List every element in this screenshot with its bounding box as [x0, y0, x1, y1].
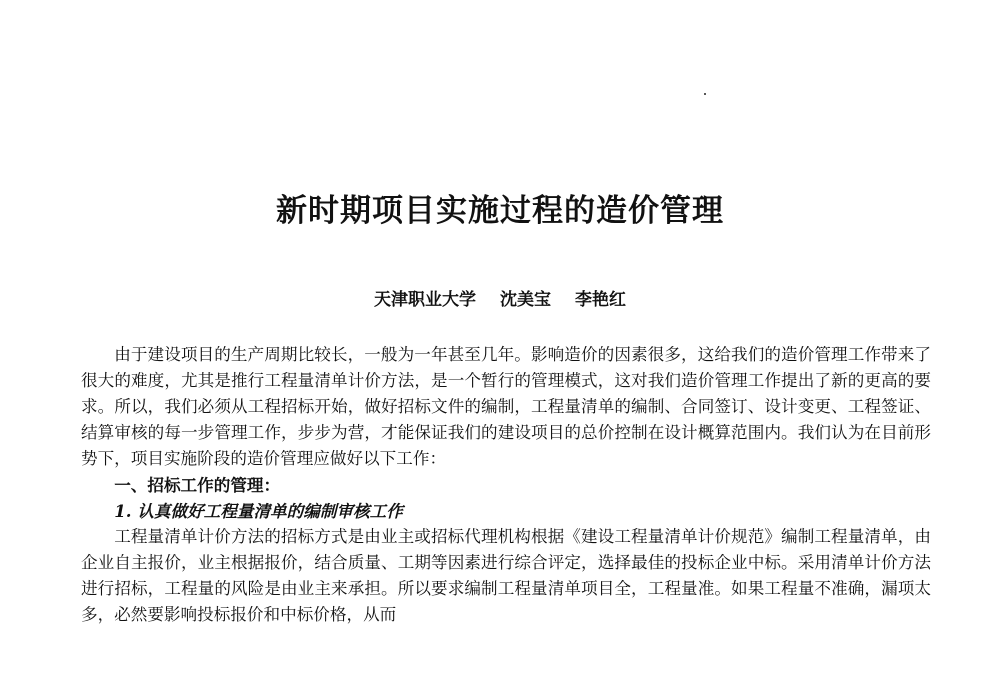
intro-paragraph: 由于建设项目的生产周期比较长，一般为一年甚至几年。影响造价的因素很多，这给我们的造价管理工作带来了很大的难度，尤其是推行工程量清单计价方法，是一个暂行的管理模式，这对我们造价管理工作提出了新的更高的要求。所以，我们必须从工程招标开始，做好招标文件的编制，工程量清单的编制、合同签订、设计变更、工程签证、结算审核的每一步管理工作，步步为营，才能保证我们的建设项目的总价控制在设计概算范围内。我们认为在目前形势下，项目实施阶段的造价管理应做好以下工作：: [81, 345, 931, 468]
author-1: 沈美宝: [500, 290, 551, 310]
author-2: 李艳红: [575, 290, 626, 310]
section-heading: 一、招标工作的管理：: [114, 475, 281, 495]
scan-speck: [704, 93, 706, 95]
subsection-paragraph: 工程量清单计价方法的招标方式是由业主或招标代理机构根据《建设工程量清单计价规范》编制工程量清单，由企业自主报价，业主根据报价，结合质量、工期等因素进行综合评定，选择最佳的投标企业中标。采用清单计价方法进行招标，工程量的风险是由业主来承担。所以要求编制工程量清单项目全，工程量准。如果工程量不准确，漏项太多，必然要影响投标报价和中标价格，从而: [81, 527, 931, 624]
article-body: [81, 342, 931, 628]
article-title: 新时期项目实施过程的造价管理: [276, 193, 724, 229]
affiliation: 天津职业大学: [374, 290, 476, 310]
author-line: [0, 285, 1000, 310]
subsection-heading: 1. 认真做好工程量清单的编制审核工作: [114, 501, 403, 521]
